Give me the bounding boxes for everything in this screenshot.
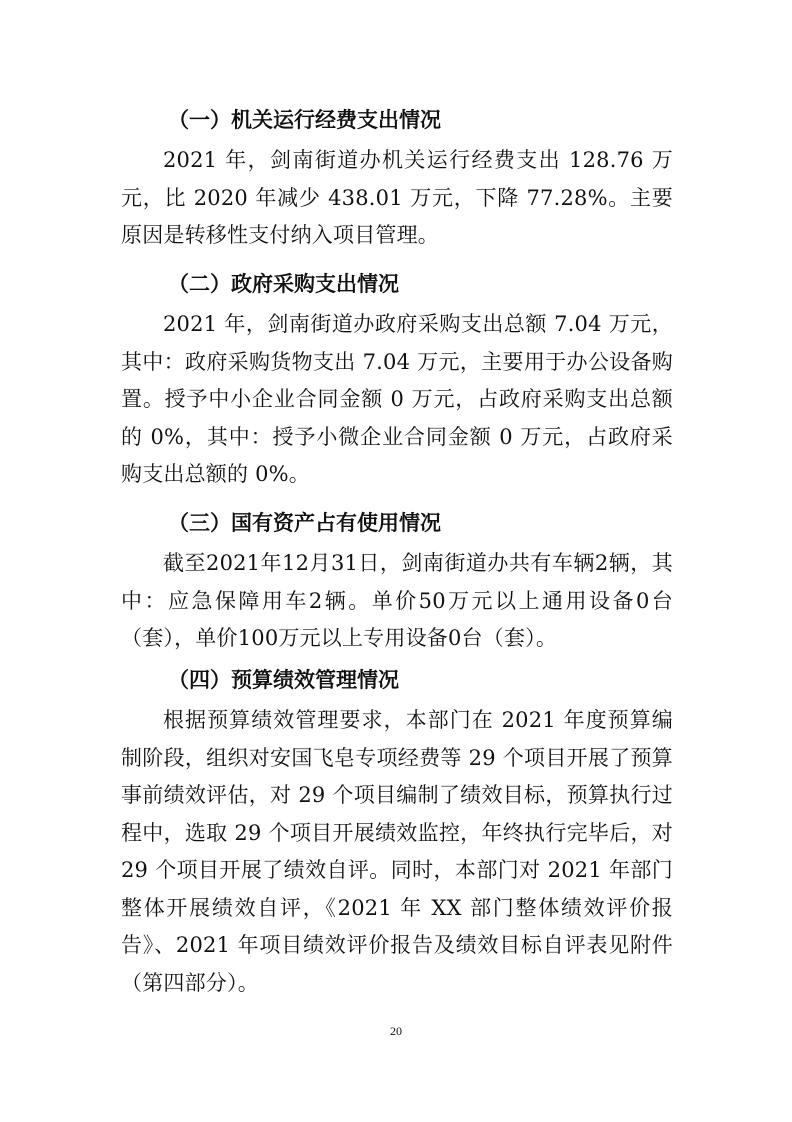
paragraph-2: 2021 年，剑南街道办政府采购支出总额 7.04 万元，其中：政府采购货物支出 7.04 万元，主要用于办公设备购置。授予中小企业合同金额 0 万元，占政府采购支出总额的 0%，其中：授予小微企业合同金额 0 万元，占政府采购支出总额的 0%。 bbox=[121, 312, 673, 486]
section-heading-4: （四）预算绩效管理情况 bbox=[168, 668, 399, 692]
paragraph-1: 2021 年，剑南街道办机关运行经费支出 128.76 万元，比 2020 年减少 438.01 万元，下降 77.28%。主要原因是转移性支付纳入项目管理。 bbox=[121, 148, 673, 247]
paragraph-4: 根据预算绩效管理要求，本部门在 2021 年度预算编制阶段，组织对安国飞皂专项经费等 29 个项目开展了预算事前绩效评估，对 29 个项目编制了绩效目标，预算执行过程中，选取 29 个项目开展绩效监控，年终执行完毕后，对 29 个项目开展了绩效自评。同时，本部门对 2021 年部门整体开展绩效自评，《2021 年 XX 部门整体绩效评价报告》、2021 年项目绩效评价报告及绩效目标自评表见附件（第四部分）。 bbox=[121, 708, 673, 995]
section-body-3 bbox=[121, 545, 673, 658]
section-body-2 bbox=[121, 306, 673, 494]
section-body-1 bbox=[121, 142, 673, 255]
section-heading-1: （一）机关运行经费支出情况 bbox=[168, 108, 441, 132]
section-heading-3: （三）国有资产占有使用情况 bbox=[168, 511, 441, 535]
page-number: 20 bbox=[390, 1024, 402, 1038]
paragraph-3: 截至2021年12月31日，剑南街道办共有车辆2辆，其中：应急保障用车2辆。单价50万元以上通用设备0台（套），单价100万元以上专用设备0台（套）。 bbox=[121, 551, 673, 650]
section-heading-2: （二）政府采购支出情况 bbox=[168, 272, 399, 296]
section-body-4 bbox=[121, 702, 673, 1002]
